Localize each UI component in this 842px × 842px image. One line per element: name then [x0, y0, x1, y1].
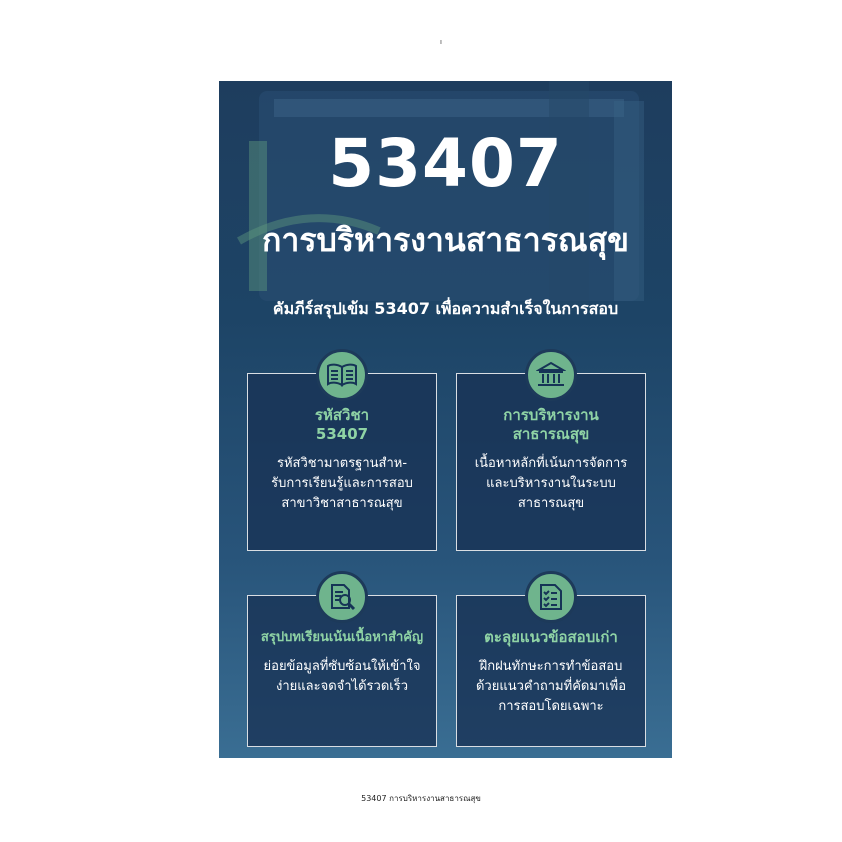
tagline: คัมภีร์สรุปเข้ม 53407 เพื่อความสำเร็จในการสอบ [272, 299, 619, 318]
card-body-line: เนื้อหาหลักที่เน้นการจัดการ [474, 456, 628, 471]
open-book-icon [316, 349, 368, 401]
card-body [248, 454, 436, 514]
cover-image [219, 81, 672, 758]
card-title-line: สรุปบทเรียนเน้นเนื้อหาสำคัญ [260, 630, 424, 645]
card-title [248, 406, 436, 444]
card-body-line: รหัสวิชามาตรฐานสำห- [276, 456, 408, 471]
card-body-line: และบริหารงานในระบบ [486, 476, 616, 491]
card-title-line: 53407 [315, 425, 369, 443]
card-body-line: ด้วยแนวคำถามที่คัดมาเพื่อ [475, 679, 627, 694]
card-body [457, 454, 645, 514]
card-body-line: ฝึกฝนทักษะการทำข้อสอบ [479, 659, 623, 674]
card-body-line: ย่อยข้อมูลที่ซับซ้อนให้เข้าใจ [263, 659, 421, 674]
government-building-icon [525, 349, 577, 401]
card-body-line: ง่ายและจดจำได้รวดเร็ว [276, 679, 408, 694]
card-title [248, 628, 436, 647]
card-title-line: สาธารณสุข [512, 425, 590, 443]
card-body [457, 657, 645, 717]
course-code: 53407 [328, 125, 563, 202]
card-body-line: สาธารณสุข [517, 496, 585, 511]
footer-caption: 53407 การบริหารงานสาธารณสุข [361, 794, 481, 803]
course-title: การบริหารงานสาธารณสุข [261, 221, 630, 259]
card-body-line: สาขาวิชาสาธารณสุข [281, 496, 403, 511]
page-mark: ı [440, 38, 442, 46]
card-title-line: รหัสวิชา [314, 406, 370, 424]
card-body-line: รับการเรียนรู้และการสอบ [271, 476, 413, 491]
card-body-line: การสอบโดยเฉพาะ [498, 699, 604, 714]
card-title-line: การบริหารงาน [503, 406, 599, 424]
card-title [457, 628, 645, 647]
card-body [248, 657, 436, 697]
document-magnifier-icon [316, 571, 368, 623]
card-title [457, 406, 645, 444]
card-title-line: ตะลุยแนวข้อสอบเก่า [484, 628, 618, 646]
checklist-icon [525, 571, 577, 623]
